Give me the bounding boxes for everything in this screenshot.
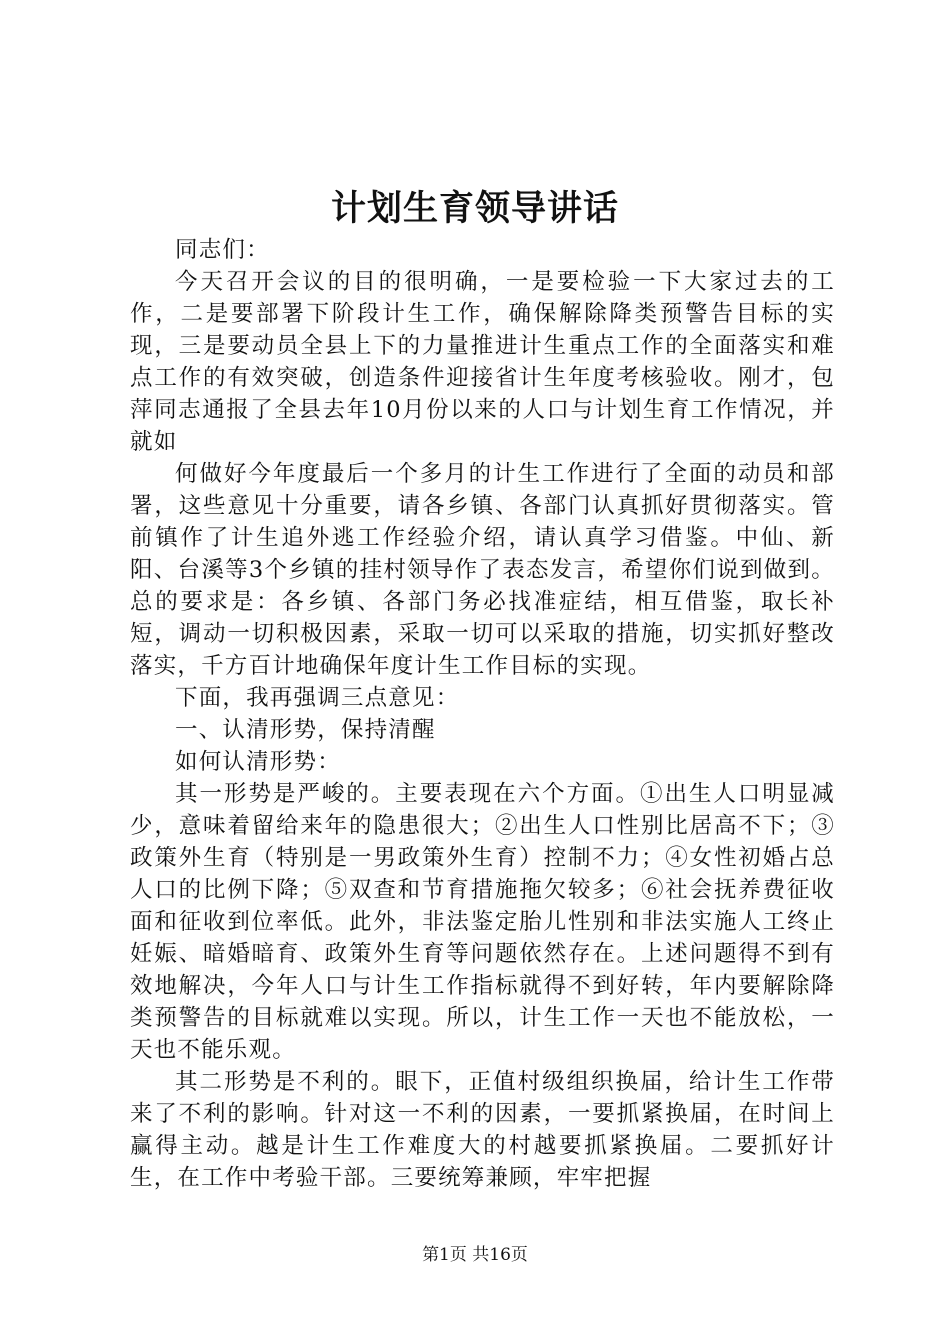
body-paragraph: 下面，我再强调三点意见：: [175, 685, 460, 711]
body-paragraph: 何做好今年度最后一个多月的计生工作进行了全面的动员和部署，这些意见十分重要，请各乡镇、各部门认真抓好贯彻落实。管前镇作了计生追外逃工作经验介绍，请认真学习借鉴。中仙、新阳、台溪等3个乡镇的挂村领导作了表态发言，希望你们说到做到。总的要求是：各乡镇、各部门务必找准症结，相互借鉴，取长补短，调动一切积极因素，采取一切可以采取的措施，切实抓好整改落实，千方百计地确保年度计生工作目标的实现。: [130, 461, 835, 679]
document-body: [130, 234, 835, 1194]
document-title: 计划生育领导讲话: [330, 188, 619, 229]
body-paragraph: 其二形势是不利的。眼下，正值村级组织换届，给计生工作带来了不利的影响。针对这一不利的因素，一要抓紧换届，在时间上赢得主动。越是计生工作难度大的村越要抓紧换届。二要抓好计生，在工作中考验干部。三要统筹兼顾，牢牢把握: [130, 1069, 835, 1191]
salutation: 同志们：: [175, 237, 270, 263]
body-paragraph: 今天召开会议的目的很明确，一是要检验一下大家过去的工作，二是要部署下阶段计生工作，确保解除降类预警告目标的实现，三是要动员全县上下的力量推进计生重点工作的全面落实和难点工作的有效突破，创造条件迎接省计生年度考核验收。刚才，包萍同志通报了全县去年10月份以来的人口与计划生育工作情况，并就如: [130, 269, 835, 455]
body-paragraph: 如何认清形势：: [175, 749, 341, 775]
body-paragraph: 其一形势是严峻的。主要表现在六个方面。①出生人口明显减少，意味着留给来年的隐患很大；②出生人口性别比居高不下；③政策外生育（特别是一男政策外生育）控制不力；④女性初婚占总人口的比例下降；⑤双查和节育措施拖欠较多；⑥社会抚养费征收面和征收到位率低。此外，非法鉴定胎儿性别和非法实施人工终止妊娠、暗婚暗育、政策外生育等问题依然存在。上述问题得不到有效地解决，今年人口与计生工作指标就得不到好转，年内要解除降类预警告的目标就难以实现。所以，计生工作一天也不能放松，一天也不能乐观。: [130, 781, 835, 1063]
page-number-footer: 第1页 共16页: [422, 1245, 528, 1265]
section-heading: 一、认清形势，保持清醒: [175, 717, 436, 743]
